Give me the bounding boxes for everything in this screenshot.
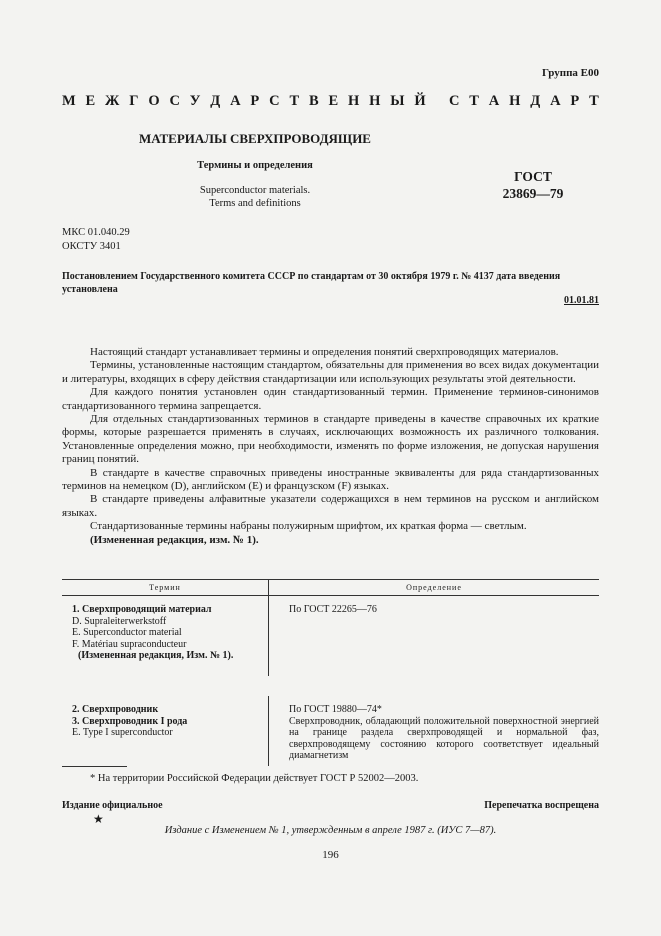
heading-letter: С xyxy=(169,93,180,109)
reprint-prohibited-label: Перепечатка воспрещена xyxy=(484,800,599,811)
heading-letter: У xyxy=(189,93,201,109)
heading-letter xyxy=(435,93,439,110)
heading-letter: Д xyxy=(210,93,221,109)
heading-letter: Р xyxy=(250,93,260,109)
heading-letter: А xyxy=(230,93,241,109)
heading-letter: Й xyxy=(414,93,426,109)
heading-letter: Н xyxy=(348,93,360,109)
footnote: * На территории Российской Федерации действует ГОСТ Р 52002—2003. xyxy=(90,773,419,784)
mks-code: МКС 01.040.29 xyxy=(62,227,130,238)
header-term: Термин xyxy=(149,583,181,592)
document-subtitle-ru: Термины и определения xyxy=(197,160,313,171)
paragraph: Настоящий стандарт устанавливает термины и определения понятий сверхпроводящих материалов. xyxy=(90,346,559,358)
term-name: 1. Сверхпроводящий материал xyxy=(72,604,212,615)
table-row xyxy=(62,596,599,696)
document-subtitle-en xyxy=(62,184,448,210)
heading-letter: М xyxy=(62,93,76,109)
term-german: D. Supraleiterwerkstoff xyxy=(72,615,167,627)
heading-letter: Е xyxy=(85,93,96,109)
document-title: МАТЕРИАЛЫ СВЕРХПРОВОДЯЩИЕ xyxy=(139,131,371,146)
okstu-code: ОКСТУ 3401 xyxy=(62,241,121,252)
heading-letter: С xyxy=(448,93,460,109)
term-english: E. Superconductor material xyxy=(72,627,182,638)
gost-identifier xyxy=(488,168,578,202)
classification-codes xyxy=(62,226,130,254)
introduction-date: 01.01.81 xyxy=(564,295,599,306)
heading-letter: Д xyxy=(530,93,541,109)
heading-letter: Ж xyxy=(105,93,120,109)
term-revision-note: (Измененная редакция, Изм. № 1). xyxy=(78,650,234,661)
term-cell xyxy=(72,704,272,739)
definition-cell xyxy=(289,704,599,762)
introduction-text xyxy=(62,346,599,547)
definition-cell: По ГОСТ 22265—76 xyxy=(289,604,377,615)
heading-letter: С xyxy=(269,93,280,109)
page-number: 196 xyxy=(322,849,339,861)
heading-letter: В xyxy=(308,93,319,109)
term-french: F. Matériau supraconducteur xyxy=(72,638,187,650)
table-header xyxy=(62,579,599,596)
subtitle-en-line-2: Terms and definitions xyxy=(209,198,301,209)
subtitle-en-line-1: Superconductor materials. xyxy=(199,185,311,196)
heading-letter: Н xyxy=(509,93,521,109)
edition-note: Издание с Изменением № 1, утвержденным в апреле 1987 г. (ИУС 7—87). xyxy=(164,825,497,836)
heading-letter: Т xyxy=(289,93,300,109)
revision-note: (Измененная редакция, изм. № 1). xyxy=(90,533,259,546)
official-edition-label: Издание официальное xyxy=(62,800,163,811)
heading-letter: Н xyxy=(369,93,381,109)
heading-letter: О xyxy=(148,93,160,109)
term-english: E. Type I superconductor xyxy=(72,727,173,738)
group-label: Группа Е00 xyxy=(541,67,599,79)
definition-reference: По ГОСТ 19880—74* xyxy=(289,704,382,715)
definition-text: Сверхпроводник, обладающий положительной поверхностной энергией на границе раздела сверхпроводящей и нормальной фаз, сверхпроводящему состоянию которого соответствует идеальный диамагнетизм xyxy=(289,715,599,761)
paragraph: Для каждого понятия установлен один стандартизованный термин. Применение терминов-синонимов стандартизованного термина запрещается. xyxy=(62,386,599,412)
heading-letter: Т xyxy=(589,93,599,109)
paragraph: В стандарте в качестве справочных приведены иностранные эквиваленты для ряда стандартизованных терминов на немецком (D), английском (E) и французском (F) языках. xyxy=(62,466,599,493)
paragraph: Для отдельных стандартизованных терминов в стандарте приведены в качестве справочных их краткие формы, которые разрешается применять в случаях, исключающих возможность их различного толкования. Установленные определения можно, при необходимости, изменять по форме изложения, не допуская нарушения границ понятий. xyxy=(62,413,599,466)
heading-letter: Т xyxy=(469,93,479,109)
standard-type-heading xyxy=(62,93,599,110)
heading-letter: А xyxy=(488,93,500,109)
paragraph: Термины, установленные настоящим стандартом, обязательны для применения во всех видах документации и литературы, входящих в сферу действия стандартизации или использующих результаты этой деятельности. xyxy=(62,359,599,385)
heading-letter: Ы xyxy=(390,93,405,109)
term-name: 2. Сверхпроводник xyxy=(72,704,159,715)
star-icon: ★ xyxy=(93,812,104,826)
footnote-divider xyxy=(62,766,127,767)
header-definition: Определение xyxy=(268,580,599,595)
paragraph: В стандарте приведены алфавитные указатели содержащихся в нем терминов на русском и английском языках. xyxy=(62,493,599,519)
gost-label: ГОСТ xyxy=(514,169,552,184)
term-cell xyxy=(72,604,272,662)
paragraph: Стандартизованные термины набраны полужирным шрифтом, их краткая форма — светлым. xyxy=(90,520,527,533)
gost-number: 23869—79 xyxy=(502,186,564,201)
terms-table xyxy=(62,579,599,776)
heading-letter: Г xyxy=(129,93,139,109)
table-row xyxy=(62,696,599,776)
heading-letter: Р xyxy=(570,93,580,109)
heading-letter: А xyxy=(550,93,561,109)
term-name: 3. Сверхпроводник I рода xyxy=(72,715,188,727)
decree-text: Постановлением Государственного комитета СССР по стандартам от 30 октября 1979 г. № 4137 дата введения установлена xyxy=(62,271,561,295)
heading-letter: Е xyxy=(328,93,339,109)
